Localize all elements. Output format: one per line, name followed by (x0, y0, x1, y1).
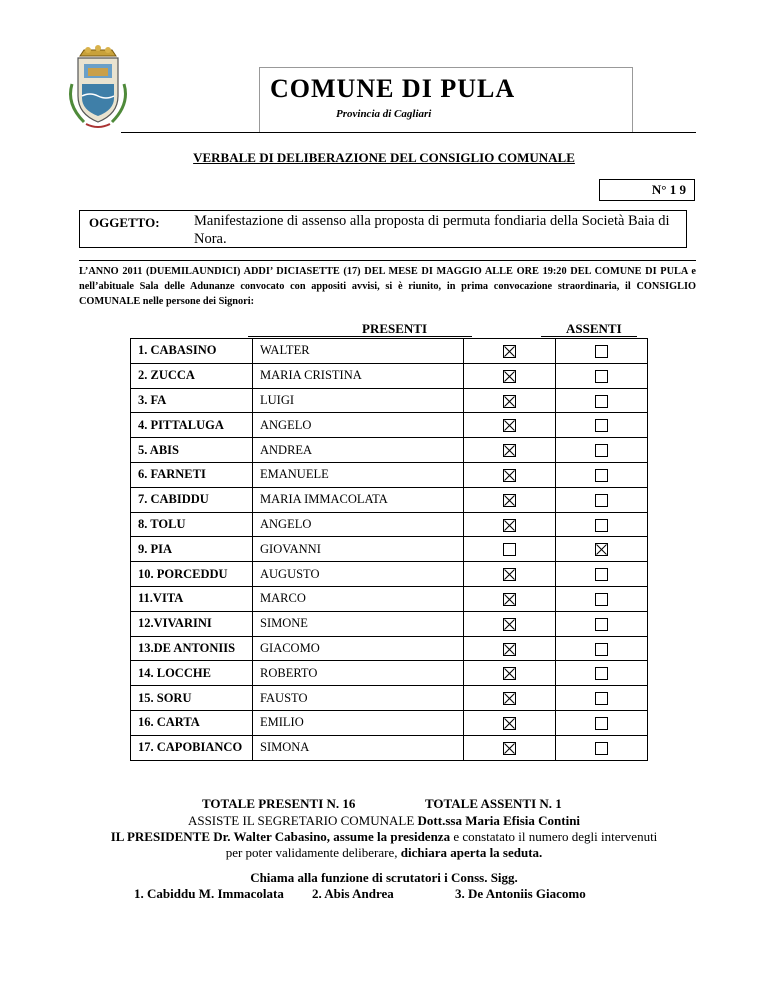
member-row (131, 512, 648, 537)
member-firstname: AUGUSTO (253, 562, 464, 587)
presente-cell (464, 413, 556, 438)
member-surname: 10. PORCEDDU (131, 562, 253, 587)
member-row (131, 735, 648, 760)
oggetto-label: OGGETTO: (89, 215, 160, 230)
member-row (131, 438, 648, 463)
member-surname: 12.VIVARINI (131, 611, 253, 636)
assenti-header-rule (541, 336, 637, 337)
member-surname: 6. FARNETI (131, 462, 253, 487)
presente-checkbox (503, 494, 516, 507)
intro-paragraph: L’ANNO 2011 (DUEMILAUNDICI) ADDI’ DICIASETTE (17) DEL MESE DI MAGGIO ALLE ORE 19:20 DEL COMUNE DI PULA e nell’abituale Sala delle Adunanze convocato con appositi avvisi, si è riunito, in prima convocazione straordinaria, il CONSIGLIO COMUNALE nelle persone dei Signori: (79, 266, 696, 307)
member-row (131, 388, 648, 413)
presente-cell (464, 462, 556, 487)
member-row (131, 363, 648, 388)
member-firstname: MARIA CRISTINA (253, 363, 464, 388)
member-firstname: ANGELO (253, 413, 464, 438)
presente-cell (464, 710, 556, 735)
assente-cell (556, 413, 648, 438)
member-firstname: LUIGI (253, 388, 464, 413)
member-surname: 1. CABASINO (131, 339, 253, 364)
member-firstname: GIACOMO (253, 636, 464, 661)
presente-cell (464, 611, 556, 636)
presidente-line2-bold: dichiara aperta la seduta. (400, 845, 543, 860)
presente-cell (464, 661, 556, 686)
assente-checkbox (595, 717, 608, 730)
member-surname: 15. SORU (131, 686, 253, 711)
assente-checkbox (595, 494, 608, 507)
assente-checkbox (595, 742, 608, 755)
member-surname: 17. CAPOBIANCO (131, 735, 253, 760)
numero-box: N° 1 9 (599, 179, 695, 201)
member-row (131, 710, 648, 735)
presente-checkbox (503, 643, 516, 656)
member-surname: 16. CARTA (131, 710, 253, 735)
assente-cell (556, 735, 648, 760)
member-row (131, 661, 648, 686)
member-row (131, 686, 648, 711)
assente-cell (556, 661, 648, 686)
member-surname: 11.VITA (131, 586, 253, 611)
presente-checkbox (503, 444, 516, 457)
assiste-line (0, 813, 768, 829)
scrutatore-2: 2. Abis Andrea (312, 886, 394, 901)
presente-checkbox (503, 543, 516, 556)
member-row (131, 537, 648, 562)
member-surname: 13.DE ANTONIIS (131, 636, 253, 661)
member-row (131, 636, 648, 661)
assente-checkbox (595, 692, 608, 705)
assente-cell (556, 487, 648, 512)
member-row (131, 462, 648, 487)
member-firstname: MARCO (253, 586, 464, 611)
member-surname: 8. TOLU (131, 512, 253, 537)
assente-cell (556, 636, 648, 661)
assente-cell (556, 363, 648, 388)
member-firstname: ANGELO (253, 512, 464, 537)
presente-checkbox (503, 370, 516, 383)
presenti-header-rule (248, 336, 472, 337)
segretario-name: Dott.ssa Maria Efisia Contini (417, 813, 581, 828)
assente-cell (556, 686, 648, 711)
presente-checkbox (503, 469, 516, 482)
assente-checkbox (595, 667, 608, 680)
oggetto-text: Manifestazione di assenso alla proposta di permuta fondiaria della Società Baia di Nora. (194, 213, 670, 247)
presidente-rest: e constatato il numero degli intervenuti (450, 829, 658, 844)
member-firstname: ROBERTO (253, 661, 464, 686)
presente-checkbox (503, 717, 516, 730)
member-surname: 3. FA (131, 388, 253, 413)
provincia-subtitle: Provincia di Cagliari (336, 108, 432, 120)
member-firstname: SIMONE (253, 611, 464, 636)
presidente-paragraph (0, 829, 768, 861)
presenti-header: PRESENTI (362, 321, 428, 336)
assente-cell (556, 438, 648, 463)
member-firstname: ANDREA (253, 438, 464, 463)
member-firstname: EMILIO (253, 710, 464, 735)
member-surname: 4. PITTALUGA (131, 413, 253, 438)
presente-cell (464, 339, 556, 364)
assente-checkbox (595, 444, 608, 457)
presente-checkbox (503, 568, 516, 581)
member-firstname: MARIA IMMACOLATA (253, 487, 464, 512)
presente-checkbox (503, 395, 516, 408)
member-row (131, 586, 648, 611)
assente-cell (556, 512, 648, 537)
attendance-table (130, 338, 648, 761)
presente-checkbox (503, 593, 516, 606)
assente-cell (556, 339, 648, 364)
presidente-bold: IL PRESIDENTE Dr. Walter Cabasino, assume la presidenza (110, 829, 451, 844)
scrutatore-3: 3. De Antoniis Giacomo (455, 886, 586, 901)
comune-crest-icon (64, 44, 132, 130)
assente-checkbox (595, 643, 608, 656)
presente-cell (464, 512, 556, 537)
member-surname: 5. ABIS (131, 438, 253, 463)
assenti-header: ASSENTI (566, 321, 622, 336)
presente-checkbox (503, 692, 516, 705)
totale-assenti: TOTALE ASSENTI N. 1 (425, 796, 562, 811)
member-row (131, 562, 648, 587)
scrutatore-1: 1. Cabiddu M. Immacolata (134, 886, 284, 901)
assente-checkbox (595, 469, 608, 482)
presente-cell (464, 735, 556, 760)
member-surname: 7. CABIDDU (131, 487, 253, 512)
assente-cell (556, 462, 648, 487)
comune-title: COMUNE DI PULA (270, 74, 516, 103)
presente-checkbox (503, 419, 516, 432)
member-row (131, 611, 648, 636)
member-firstname: SIMONA (253, 735, 464, 760)
member-row (131, 413, 648, 438)
presente-cell (464, 487, 556, 512)
presente-checkbox (503, 618, 516, 631)
presente-cell (464, 537, 556, 562)
presente-checkbox (503, 667, 516, 680)
member-surname: 2. ZUCCA (131, 363, 253, 388)
presente-cell (464, 586, 556, 611)
member-firstname: EMANUELE (253, 462, 464, 487)
chiama-scrutatori: Chiama alla funzione di scrutatori i Conss. Sigg. (250, 870, 518, 885)
member-row (131, 487, 648, 512)
assente-checkbox (595, 543, 608, 556)
presente-cell (464, 686, 556, 711)
assente-checkbox (595, 419, 608, 432)
member-surname: 9. PIA (131, 537, 253, 562)
assente-cell (556, 611, 648, 636)
presidente-line2: per poter validamente deliberare, (225, 845, 401, 860)
assente-cell (556, 562, 648, 587)
assente-checkbox (595, 593, 608, 606)
intro-divider (79, 260, 696, 261)
presente-checkbox (503, 519, 516, 532)
presente-cell (464, 363, 556, 388)
assente-checkbox (595, 618, 608, 631)
assente-cell (556, 388, 648, 413)
assente-checkbox (595, 395, 608, 408)
presente-checkbox (503, 742, 516, 755)
member-firstname: FAUSTO (253, 686, 464, 711)
totale-presenti: TOTALE PRESENTI N. 16 (202, 796, 356, 811)
presente-cell (464, 562, 556, 587)
presente-cell (464, 636, 556, 661)
assiste-prefix: ASSISTE IL SEGRETARIO COMUNALE (187, 813, 418, 828)
assente-cell (556, 537, 648, 562)
member-firstname: WALTER (253, 339, 464, 364)
presente-cell (464, 438, 556, 463)
member-surname: 14. LOCCHE (131, 661, 253, 686)
assente-cell (556, 710, 648, 735)
assente-checkbox (595, 519, 608, 532)
presente-cell (464, 388, 556, 413)
header-divider (121, 132, 696, 133)
assente-cell (556, 586, 648, 611)
member-firstname: GIOVANNI (253, 537, 464, 562)
verbale-title: VERBALE DI DELIBERAZIONE DEL CONSIGLIO COMUNALE (193, 150, 575, 165)
assente-checkbox (595, 568, 608, 581)
assente-checkbox (595, 370, 608, 383)
assente-checkbox (595, 345, 608, 358)
presente-checkbox (503, 345, 516, 358)
member-row (131, 339, 648, 364)
